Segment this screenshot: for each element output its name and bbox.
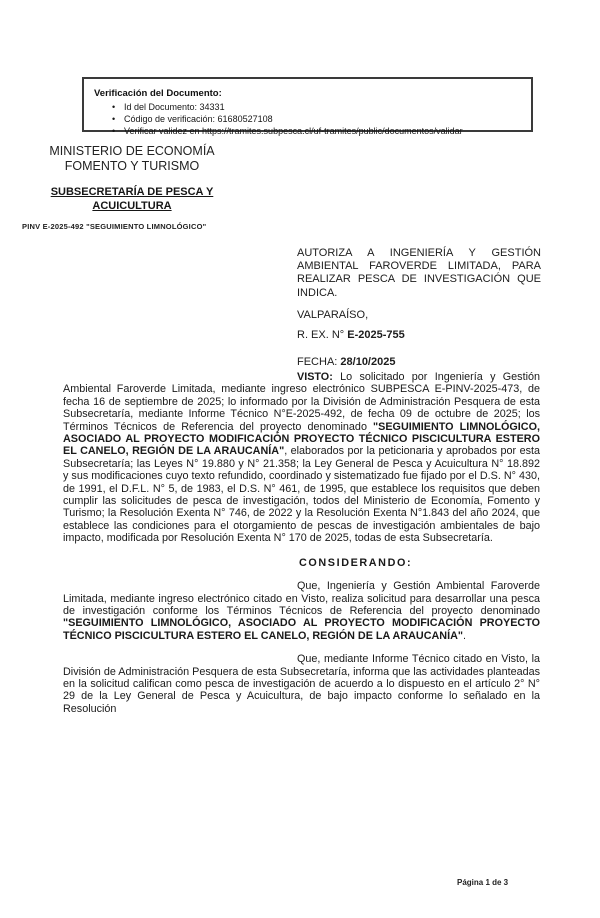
ministry-name-line1: MINISTERIO DE ECONOMÍA <box>49 144 215 158</box>
considerando-heading: CONSIDERANDO: <box>299 556 413 569</box>
ministry-name-line2: FOMENTO Y TURISMO <box>64 158 200 173</box>
resolution-city: VALPARAÍSO, <box>297 308 369 321</box>
visto-paragraph: VISTO: Lo solicitado por Ingeniería y Gestión Ambiental Faroverde Limitada, mediante ingreso electrónico SUBPESCA E-PINV-2025-473, de fecha 16 de septiembre de 2025; lo informado por la División de Administración Pesquera de esta Subsecretaría, mediante Informe Técnico N°E-2025-492, de fecha 09 de octubre de 2025; los Términos Técnicos de Referencia del proyecto denominado "SEGUIMIENTO LIMNOLÓGICO, ASOCIADO AL PROYECTO MODIFICACIÓN PROYECTO TÉCNICO PISCICULTURA ESTERO EL CANELO, REGIÓN DE LA ARAUCANÍA", elaborados por la peticionaria y aprobados por esta Subsecretaría; las Leyes N° 19.880 y N° 21.358; la Ley General de Pesca y Acuicultura N° 18.892 y sus modificaciones cuyo texto refundido, coordinado y sistematizado fue fijado por el D.S. N° 430, de 1991, el D.F.L. N° 5, de 1983, el D.S. N° 461, de 1995, que establece los requisitos que deben cumplir las solicitudes de pesca de investigación, todos del Ministerio de Economía, Fomento y Turismo; la Resolución Exenta N° 746, de 2022 y la Resolución Exenta N°1.843 del año 2024, que establece las condiciones para el otorgamiento de pescas de investigación ambientales de bajo impacto, modificada por Resolución Exenta N° 170 de 2025, todas de esta Subsecretaría. <box>63 371 540 545</box>
verification-list <box>94 101 523 137</box>
considerando-paragraph-1: Que, Ingeniería y Gestión Ambiental Faroverde Limitada, mediante ingreso electrónico citado en Visto, realiza solicitud para desarrollar una pesca de investigación conforme los Términos Técnicos de Referencia del proyecto denominado "SEGUIMIENTO LIMNOLÓGICO, ASOCIADO AL PROYECTO MODIFICACIÓN PROYECTO TÉCNICO PISCICULTURA ESTERO EL CANELO, REGIÓN DE LA ARAUCANÍA". <box>63 580 540 642</box>
resolution-date-value: 28/10/2025 <box>340 356 396 369</box>
project-reference: PINV E-2025-492 "SEGUIMIENTO LIMNOLÓGICO" <box>22 222 207 231</box>
resolution-date-label: FECHA: <box>297 356 341 369</box>
page-number: Página 1 de 3 <box>457 878 509 887</box>
page-footer <box>457 878 508 887</box>
verification-item-id: • Id del Documento: 34331 <box>124 101 523 113</box>
considerando-paragraph-2: Que, mediante Informe Técnico citado en Visto, la División de Administración Pesquera de esta Subsecretaría, informa que las actividades planteadas en la solicitud califican como pesca de investigación de acuerdo a lo dispuesto en el artículo 2° N° 29 de la Ley General de Pesca y Acuicultura, de bajo impacto conforme lo señalado en la Resolución <box>63 653 540 715</box>
resolution-number-label: R. EX. N° <box>297 329 348 342</box>
resolution-header <box>297 247 541 369</box>
ministry-name <box>22 144 242 173</box>
verification-item-url[interactable]: • Verificar validez en https://tramites.subpesca.cl/uf-tramites/public/documentos/validar <box>124 125 523 137</box>
resolution-date <box>297 356 541 369</box>
letterhead <box>22 144 242 231</box>
resolution-subject: AUTORIZA A INGENIERÍA Y GESTIÓN AMBIENTAL FAROVERDE LIMITADA, PARA REALIZAR PESCA DE INVESTIGACIÓN QUE INDICA. <box>297 247 541 299</box>
document-body <box>63 371 540 715</box>
resolution-number <box>297 329 541 342</box>
verification-box <box>82 77 533 136</box>
subsecretaria-name: SUBSECRETARÍA DE PESCA Y ACUICULTURA <box>50 186 214 212</box>
resolution-number-value: E-2025-755 <box>347 329 405 342</box>
verification-item-code: • Código de verificación: 61680527108 <box>124 113 523 125</box>
verification-title: Verificación del Documento: <box>94 88 222 99</box>
